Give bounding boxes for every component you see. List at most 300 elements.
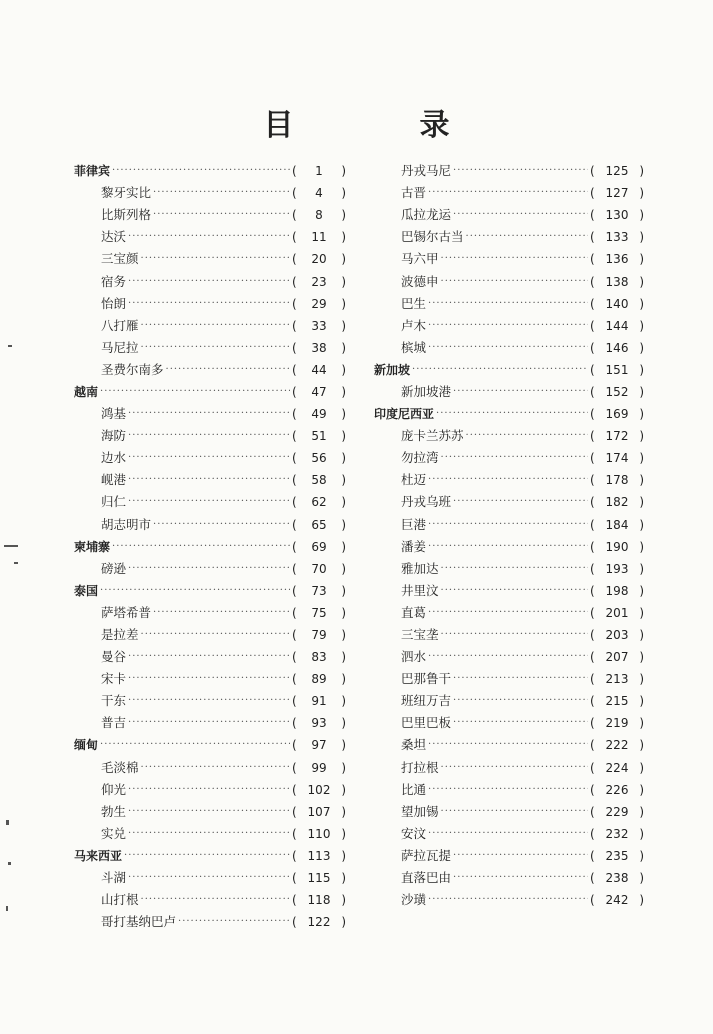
page-number: 130: [605, 208, 629, 223]
paren-open: (: [590, 429, 595, 444]
page-number: 1: [315, 164, 323, 179]
entry-page-ref: [292, 558, 346, 580]
entry-page-ref: [292, 160, 346, 182]
dot-leader: [453, 381, 588, 403]
toc-city-entry: [374, 690, 644, 712]
page-number: 20: [311, 252, 327, 267]
paren-close: ): [341, 583, 346, 598]
entry-page-ref: [590, 757, 644, 779]
entry-name: 八打雁: [101, 317, 139, 333]
toc-city-entry: [374, 469, 644, 491]
paren-close: ): [341, 362, 346, 377]
entry-name: 三宝颜: [101, 251, 139, 267]
entry-name: 斗湖: [101, 870, 127, 886]
paren-open: (: [292, 340, 297, 355]
paren-open: (: [590, 848, 595, 863]
page-number: 238: [605, 871, 629, 886]
page-number: 4: [315, 186, 323, 201]
entry-name: 马六甲: [401, 251, 439, 267]
entry-name: 桑坦: [401, 737, 427, 753]
entry-name: 三宝垄: [401, 627, 439, 643]
page-number: 44: [311, 362, 327, 377]
paren-close: ): [341, 760, 346, 775]
toc-country-entry: [74, 381, 346, 403]
dot-leader: [128, 823, 290, 845]
paren-open: (: [590, 186, 595, 201]
paren-open: (: [590, 451, 595, 466]
paren-close: ): [341, 495, 346, 510]
paren-close: ): [639, 208, 644, 223]
paren-close: ): [341, 274, 346, 289]
page-number: 91: [311, 694, 327, 709]
toc-city-entry: [74, 712, 346, 734]
toc-city-entry: [374, 226, 644, 248]
toc-city-entry: [74, 315, 346, 337]
paren-close: ): [639, 848, 644, 863]
toc-city-entry: [374, 293, 644, 315]
entry-name: 班纽万吉: [401, 693, 452, 709]
toc-city-entry: [74, 558, 346, 580]
page-number: 73: [311, 583, 327, 598]
entry-page-ref: [292, 469, 346, 491]
paren-open: (: [590, 296, 595, 311]
entry-page-ref: [292, 204, 346, 226]
page-number: 133: [605, 230, 629, 245]
paren-close: ): [639, 429, 644, 444]
paren-open: (: [590, 318, 595, 333]
entry-name: 望加锡: [401, 803, 439, 819]
toc-city-entry: [74, 514, 346, 536]
entry-page-ref: [590, 226, 644, 248]
page-number: 224: [605, 760, 629, 775]
entry-name: 瓜拉龙运: [401, 207, 452, 223]
paren-open: (: [292, 848, 297, 863]
toc-city-entry: [374, 425, 644, 447]
entry-page-ref: [590, 160, 644, 182]
dot-leader: [428, 469, 588, 491]
entry-name: 马尼拉: [101, 339, 139, 355]
paren-open: (: [292, 230, 297, 245]
dot-leader: [412, 359, 588, 381]
dot-leader: [128, 690, 290, 712]
page-number: 178: [605, 473, 629, 488]
scan-speck: [8, 862, 11, 865]
paren-close: ): [639, 826, 644, 841]
entry-name: 雅加达: [401, 560, 439, 576]
paren-close: ): [341, 451, 346, 466]
paren-open: (: [590, 473, 595, 488]
dot-leader: [112, 536, 290, 558]
toc-city-entry: [374, 624, 644, 646]
paren-close: ): [639, 782, 644, 797]
paren-close: ): [341, 694, 346, 709]
paren-close: ): [639, 871, 644, 886]
page-number: 235: [605, 848, 629, 863]
entry-name: 庞卡兰苏苏: [401, 428, 464, 444]
dot-leader: [141, 337, 290, 359]
entry-name: 宿务: [101, 273, 127, 289]
paren-open: (: [590, 804, 595, 819]
entry-page-ref: [590, 359, 644, 381]
paren-open: (: [292, 716, 297, 731]
entry-page-ref: [590, 536, 644, 558]
entry-page-ref: [590, 204, 644, 226]
toc-city-entry: [74, 779, 346, 801]
dot-leader: [128, 293, 290, 315]
entry-page-ref: [590, 248, 644, 270]
page-number: 118: [307, 893, 331, 908]
entry-page-ref: [292, 823, 346, 845]
toc-city-entry: [374, 734, 644, 756]
dot-leader: [441, 624, 588, 646]
paren-close: ): [639, 252, 644, 267]
paren-close: ): [341, 650, 346, 665]
page-number: 89: [311, 672, 327, 687]
dot-leader: [428, 536, 588, 558]
paren-open: (: [590, 782, 595, 797]
paren-close: ): [639, 164, 644, 179]
page-number: 107: [307, 804, 331, 819]
scan-speck: [6, 906, 8, 911]
scan-speck: [8, 345, 12, 347]
paren-close: ): [639, 340, 644, 355]
toc-city-entry: [374, 337, 644, 359]
entry-name: 打拉根: [401, 759, 439, 775]
paren-open: (: [292, 495, 297, 510]
dot-leader: [128, 469, 290, 491]
dot-leader: [128, 646, 290, 668]
dot-leader: [436, 403, 588, 425]
paren-open: (: [590, 694, 595, 709]
entry-name: 普吉: [101, 715, 127, 731]
paren-open: (: [292, 650, 297, 665]
page-number: 83: [311, 650, 327, 665]
paren-close: ): [639, 583, 644, 598]
entry-name: 曼谷: [101, 649, 127, 665]
paren-close: ): [639, 539, 644, 554]
dot-leader: [128, 558, 290, 580]
toc-city-entry: [74, 889, 346, 911]
paren-open: (: [590, 407, 595, 422]
entry-name: 直葛: [401, 604, 427, 620]
toc-city-entry: [374, 270, 644, 292]
toc-city-entry: [74, 757, 346, 779]
entry-page-ref: [292, 491, 346, 513]
page-number: 226: [605, 782, 629, 797]
paren-open: (: [292, 561, 297, 576]
entry-name: 山打根: [101, 892, 139, 908]
toc-country-entry: [74, 580, 346, 602]
toc-city-entry: [74, 602, 346, 624]
toc-city-entry: [374, 757, 644, 779]
dot-leader: [441, 558, 588, 580]
toc-country-entry: [374, 359, 644, 381]
toc-city-entry: [74, 668, 346, 690]
entry-page-ref: [590, 734, 644, 756]
dot-leader: [128, 668, 290, 690]
entry-name: 古晋: [401, 185, 427, 201]
page-number: 65: [311, 517, 327, 532]
dot-leader: [453, 845, 588, 867]
entry-name: 丹戎乌班: [401, 494, 452, 510]
toc-city-entry: [374, 779, 644, 801]
entry-page-ref: [292, 712, 346, 734]
entry-page-ref: [590, 315, 644, 337]
entry-name: 槟城: [401, 339, 427, 355]
entry-name: 边水: [101, 450, 127, 466]
toc-city-entry: [374, 712, 644, 734]
paren-close: ): [341, 230, 346, 245]
dot-leader: [100, 580, 290, 602]
page-number: 127: [605, 186, 629, 201]
toc-city-entry: [374, 580, 644, 602]
page-number: 70: [311, 561, 327, 576]
paren-open: (: [590, 252, 595, 267]
paren-open: (: [292, 694, 297, 709]
dot-leader: [128, 226, 290, 248]
entry-name: 泗水: [401, 649, 427, 665]
entry-name: 杜迈: [401, 472, 427, 488]
entry-name: 干东: [101, 693, 127, 709]
dot-leader: [153, 182, 290, 204]
paren-close: ): [639, 605, 644, 620]
dot-leader: [441, 248, 588, 270]
paren-open: (: [590, 628, 595, 643]
paren-open: (: [590, 893, 595, 908]
entry-page-ref: [590, 558, 644, 580]
entry-page-ref: [292, 248, 346, 270]
paren-open: (: [292, 804, 297, 819]
page-number: 203: [605, 628, 629, 643]
page-number: 184: [605, 517, 629, 532]
toc-city-entry: [74, 359, 346, 381]
paren-close: ): [639, 561, 644, 576]
toc-country-entry: [74, 734, 346, 756]
entry-page-ref: [292, 359, 346, 381]
dot-leader: [128, 867, 290, 889]
paren-open: (: [292, 252, 297, 267]
paren-open: (: [590, 208, 595, 223]
dot-leader: [178, 911, 290, 933]
page-number: 172: [605, 429, 629, 444]
page-number: 222: [605, 738, 629, 753]
dot-leader: [453, 491, 588, 513]
paren-close: ): [639, 407, 644, 422]
toc-city-entry: [374, 646, 644, 668]
entry-page-ref: [292, 536, 346, 558]
paren-close: ): [639, 296, 644, 311]
page-number: 29: [311, 296, 327, 311]
entry-name: 达沃: [101, 229, 127, 245]
dot-leader: [428, 182, 588, 204]
entry-name: 归仁: [101, 494, 127, 510]
toc-city-entry: [74, 425, 346, 447]
paren-close: ): [341, 164, 346, 179]
entry-name: 井里汶: [401, 582, 439, 598]
entry-page-ref: [590, 182, 644, 204]
entry-page-ref: [590, 271, 644, 293]
paren-close: ): [639, 628, 644, 643]
dot-leader: [441, 580, 588, 602]
paren-open: (: [590, 738, 595, 753]
entry-page-ref: [292, 315, 346, 337]
dot-leader: [100, 381, 290, 403]
dot-leader: [153, 204, 290, 226]
toc-country-entry: [74, 160, 346, 182]
dot-leader: [453, 712, 588, 734]
entry-page-ref: [292, 801, 346, 823]
entry-page-ref: [590, 447, 644, 469]
scan-speck: [6, 820, 9, 825]
entry-page-ref: [590, 293, 644, 315]
page-number: 51: [311, 429, 327, 444]
entry-name: 岘港: [101, 472, 127, 488]
dot-leader: [128, 271, 290, 293]
paren-open: (: [292, 186, 297, 201]
paren-close: ): [341, 804, 346, 819]
entry-page-ref: [292, 889, 346, 911]
entry-page-ref: [590, 491, 644, 513]
entry-page-ref: [590, 889, 644, 911]
entry-page-ref: [590, 624, 644, 646]
page-number: 11: [311, 230, 327, 245]
entry-name: 黎牙实比: [101, 185, 152, 201]
page-number: 169: [605, 407, 629, 422]
toc-city-entry: [74, 204, 346, 226]
entry-page-ref: [292, 425, 346, 447]
toc-left-column: [74, 160, 346, 933]
paren-close: ): [341, 716, 346, 731]
toc-city-entry: [374, 160, 644, 182]
toc-city-entry: [74, 226, 346, 248]
dot-leader: [428, 293, 588, 315]
dot-leader: [453, 160, 588, 182]
page-number: 144: [605, 318, 629, 333]
toc-city-entry: [74, 248, 346, 270]
dot-leader: [466, 425, 588, 447]
page-number: 38: [311, 340, 327, 355]
entry-name: 萨拉瓦提: [401, 847, 452, 863]
entry-page-ref: [590, 823, 644, 845]
entry-name: 印度尼西亚: [374, 407, 435, 422]
paren-open: (: [590, 561, 595, 576]
toc-city-entry: [74, 624, 346, 646]
entry-page-ref: [590, 779, 644, 801]
page-number: 146: [605, 340, 629, 355]
paren-close: ): [639, 738, 644, 753]
paren-open: (: [590, 164, 595, 179]
paren-close: ): [341, 826, 346, 841]
paren-close: ): [341, 628, 346, 643]
entry-name: 巨港: [401, 516, 427, 532]
toc-city-entry: [74, 270, 346, 292]
paren-open: (: [292, 517, 297, 532]
paren-open: (: [590, 384, 595, 399]
paren-open: (: [292, 318, 297, 333]
toc-city-entry: [74, 823, 346, 845]
entry-page-ref: [292, 867, 346, 889]
entry-page-ref: [292, 624, 346, 646]
toc-city-entry: [374, 867, 644, 889]
entry-page-ref: [292, 514, 346, 536]
entry-name: 比斯列格: [101, 207, 152, 223]
toc-city-entry: [374, 558, 644, 580]
entry-page-ref: [292, 447, 346, 469]
entry-name: 卢木: [401, 317, 427, 333]
page-number: 102: [307, 782, 331, 797]
entry-page-ref: [292, 757, 346, 779]
page-number: 97: [311, 738, 327, 753]
paren-open: (: [292, 451, 297, 466]
page-number: 113: [307, 848, 331, 863]
paren-close: ): [639, 893, 644, 908]
entry-page-ref: [590, 469, 644, 491]
paren-close: ): [639, 274, 644, 289]
toc-city-entry: [74, 293, 346, 315]
dot-leader: [153, 602, 290, 624]
dot-leader: [128, 447, 290, 469]
entry-name: 巴那鲁干: [401, 671, 452, 687]
entry-page-ref: [292, 602, 346, 624]
toc-city-entry: [374, 668, 644, 690]
scan-speck: [4, 545, 18, 547]
dot-leader: [428, 823, 588, 845]
paren-open: (: [590, 362, 595, 377]
page-number: 110: [307, 826, 331, 841]
toc-city-entry: [74, 911, 346, 933]
toc-city-entry: [74, 182, 346, 204]
entry-name: 沙璜: [401, 892, 427, 908]
toc-right-column: [374, 160, 644, 911]
toc-city-entry: [74, 403, 346, 425]
entry-page-ref: [292, 734, 346, 756]
dot-leader: [124, 845, 290, 867]
paren-open: (: [292, 915, 297, 930]
paren-open: (: [292, 893, 297, 908]
toc-country-entry: [374, 403, 644, 425]
entry-page-ref: [292, 293, 346, 315]
paren-close: ): [341, 384, 346, 399]
dot-leader: [128, 801, 290, 823]
page-number: 115: [307, 871, 331, 886]
page-title: 目 录: [263, 108, 498, 143]
dot-leader: [141, 624, 290, 646]
paren-open: (: [292, 274, 297, 289]
entry-page-ref: [292, 403, 346, 425]
entry-name: 比通: [401, 781, 427, 797]
page-number: 174: [605, 451, 629, 466]
paren-close: ): [341, 186, 346, 201]
paren-open: (: [292, 760, 297, 775]
page-number: 58: [311, 473, 327, 488]
paren-open: (: [590, 495, 595, 510]
toc-city-entry: [374, 381, 644, 403]
page-number: 193: [605, 561, 629, 576]
entry-page-ref: [590, 425, 644, 447]
entry-page-ref: [292, 337, 346, 359]
dot-leader: [128, 779, 290, 801]
paren-open: (: [292, 362, 297, 377]
page-number: 136: [605, 252, 629, 267]
entry-name: 宋卡: [101, 671, 127, 687]
entry-page-ref: [590, 801, 644, 823]
paren-open: (: [292, 384, 297, 399]
toc-city-entry: [74, 337, 346, 359]
entry-name: 鸿基: [101, 406, 127, 422]
entry-name: 潘姜: [401, 538, 427, 554]
entry-page-ref: [590, 580, 644, 602]
toc-city-entry: [374, 889, 644, 911]
